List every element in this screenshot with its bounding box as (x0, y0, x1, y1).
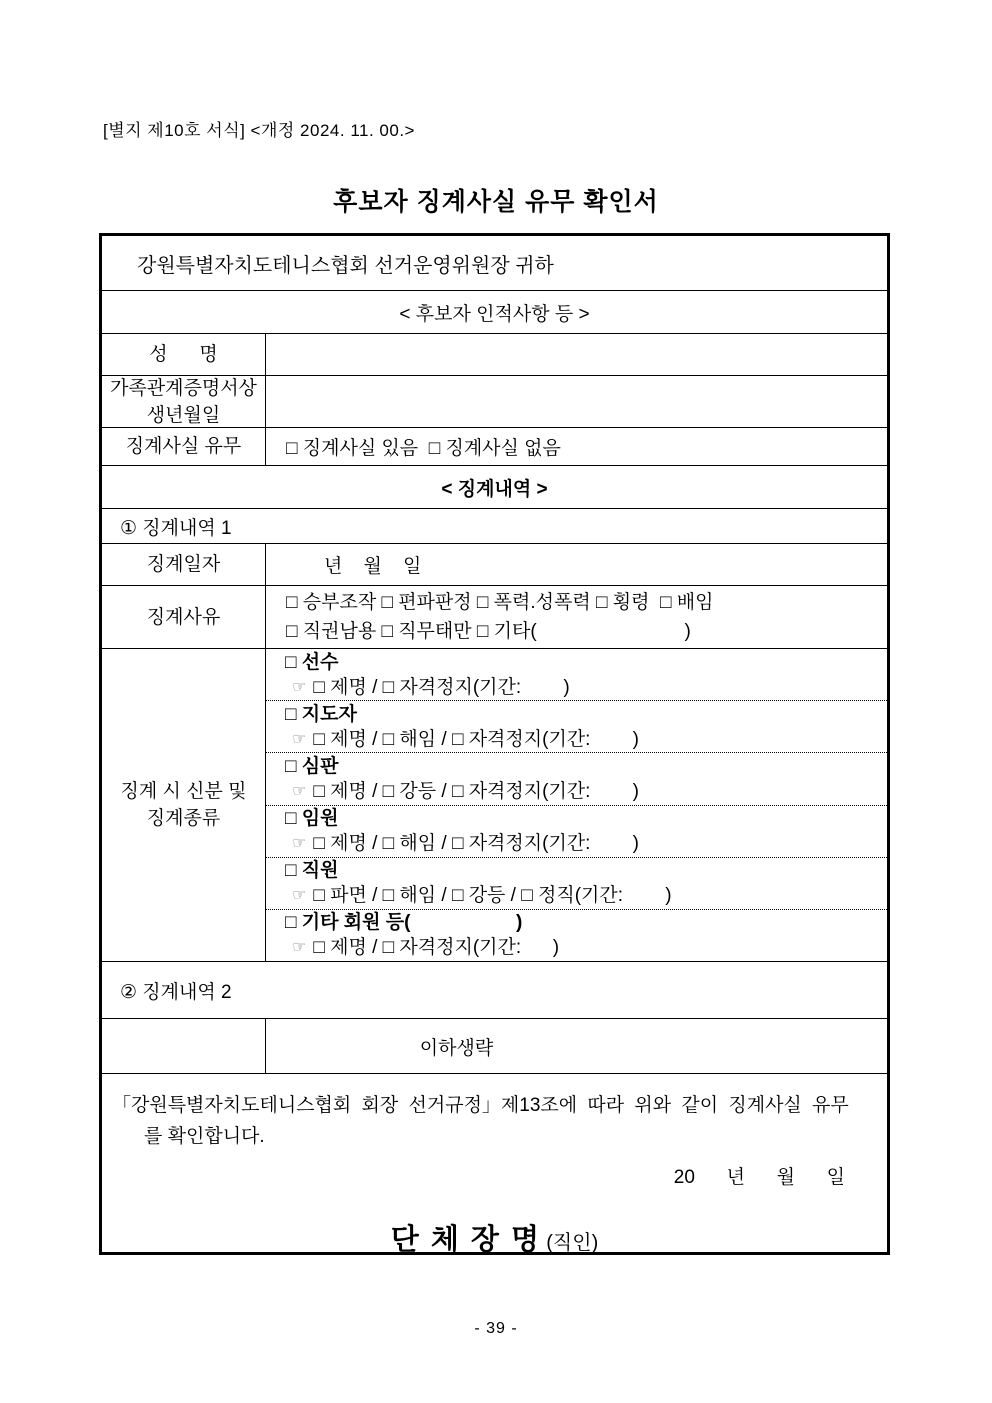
status-item-detail: □ 제명 / □ 자격정지(기간: ) (313, 937, 560, 959)
status-item-player (266, 649, 887, 700)
status-item-detail: □ 제명 / □ 해임 / □ 자격정지(기간: ) (313, 833, 639, 855)
confirmation-form-table (99, 233, 890, 1255)
statement-line2: 를 확인합니다. (144, 1126, 265, 1147)
recipient-row (102, 236, 887, 290)
name-label: 성 명 (149, 344, 218, 365)
statement-line1: 「강원특별자치도테니스협회 회장 선거규정」제13조에 따라 위와 같이 징계사실 유무 (112, 1095, 849, 1116)
status-item-title: □ 임원 (285, 808, 339, 830)
organization-head-name: 단 체 장 명 (390, 1224, 541, 1256)
date-value: 년 월 일 (324, 556, 422, 577)
status-item-referee (266, 752, 887, 804)
fact-label: 징계사실 유무 (125, 436, 242, 457)
fact-checkbox-options: □ 징계사실 있음 □ 징계사실 없음 (286, 438, 561, 459)
status-item-coach (266, 700, 887, 752)
pointing-hand-icon: ☞ (292, 730, 307, 748)
status-item-title: □ 기타 회원 등( ) (285, 912, 523, 934)
disciplinary-reason-row (102, 585, 887, 648)
pointing-hand-icon: ☞ (292, 887, 307, 905)
status-item-executive (266, 805, 887, 857)
page-number: - 39 - (474, 1320, 518, 1337)
page-title: 후보자 징계사실 유무 확인서 (333, 188, 659, 216)
reason-checkbox-line2: □ 직권남용 □ 직무태만 □ 기타( ) (286, 621, 691, 642)
section2-header-row (102, 465, 887, 508)
pointing-hand-icon: ☞ (292, 835, 307, 853)
pointing-hand-icon: ☞ (292, 678, 307, 696)
section1-header: < 후보자 인적사항 등 > (399, 303, 590, 325)
status-item-detail: □ 파면 / □ 해임 / □ 강등 / □ 정직(기간: ) (313, 885, 672, 907)
status-item-title: □ 선수 (285, 651, 339, 673)
status-item-title: □ 지도자 (285, 703, 357, 725)
pointing-hand-icon: ☞ (292, 939, 307, 957)
omitted-row (102, 1018, 887, 1073)
detail2-label: ② 징계내역 2 (120, 981, 232, 1003)
seal-placeholder: (직인) (546, 1232, 599, 1254)
status-label-line2: 징계종류 (146, 808, 221, 829)
signature-date-line: 20 년 월 일 (673, 1167, 845, 1188)
detail2-row (102, 961, 887, 1018)
form-revision-note: [별지 제10호 서식] <개정 2024. 11. 00.> (103, 121, 415, 140)
section2-header: < 징계내역 > (441, 478, 548, 500)
disciplinary-fact-row (102, 427, 887, 465)
status-and-type-row (102, 648, 887, 961)
signature-line (102, 1217, 887, 1258)
statement-row (102, 1073, 887, 1258)
status-item-title: □ 직원 (285, 860, 339, 882)
section1-header-row (102, 290, 887, 333)
birthdate-row (102, 375, 887, 427)
status-item-detail: □ 제명 / □ 해임 / □ 자격정지(기간: ) (313, 728, 639, 750)
date-label: 징계일자 (146, 554, 221, 575)
detail1-row (102, 508, 887, 543)
status-item-detail: □ 제명 / □ 강등 / □ 자격정지(기간: ) (313, 780, 639, 802)
birth-label-line2: 생년월일 (146, 404, 221, 426)
status-item-other-member (266, 909, 887, 961)
status-item-detail: □ 제명 / □ 자격정지(기간: ) (313, 676, 570, 698)
status-item-title: □ 심판 (285, 755, 339, 777)
detail1-label: ① 징계내역 1 (120, 517, 232, 539)
birth-label-line1: 가족관계증명서상 (110, 377, 257, 399)
disciplinary-date-row (102, 543, 887, 585)
recipient-text: 강원특별자치도테니스협회 선거운영위원장 귀하 (137, 254, 554, 277)
status-item-staff (266, 857, 887, 909)
reason-checkbox-line1: □ 승부조작 □ 편파판정 □ 폭력.성폭력 □ 횡령 □ 배임 (286, 592, 714, 613)
name-row (102, 333, 887, 375)
status-label-line1: 징계 시 신분 및 (120, 781, 247, 802)
pointing-hand-icon: ☞ (292, 782, 307, 800)
reason-label: 징계사유 (146, 606, 221, 628)
omitted-text: 이하생략 (419, 1037, 494, 1059)
